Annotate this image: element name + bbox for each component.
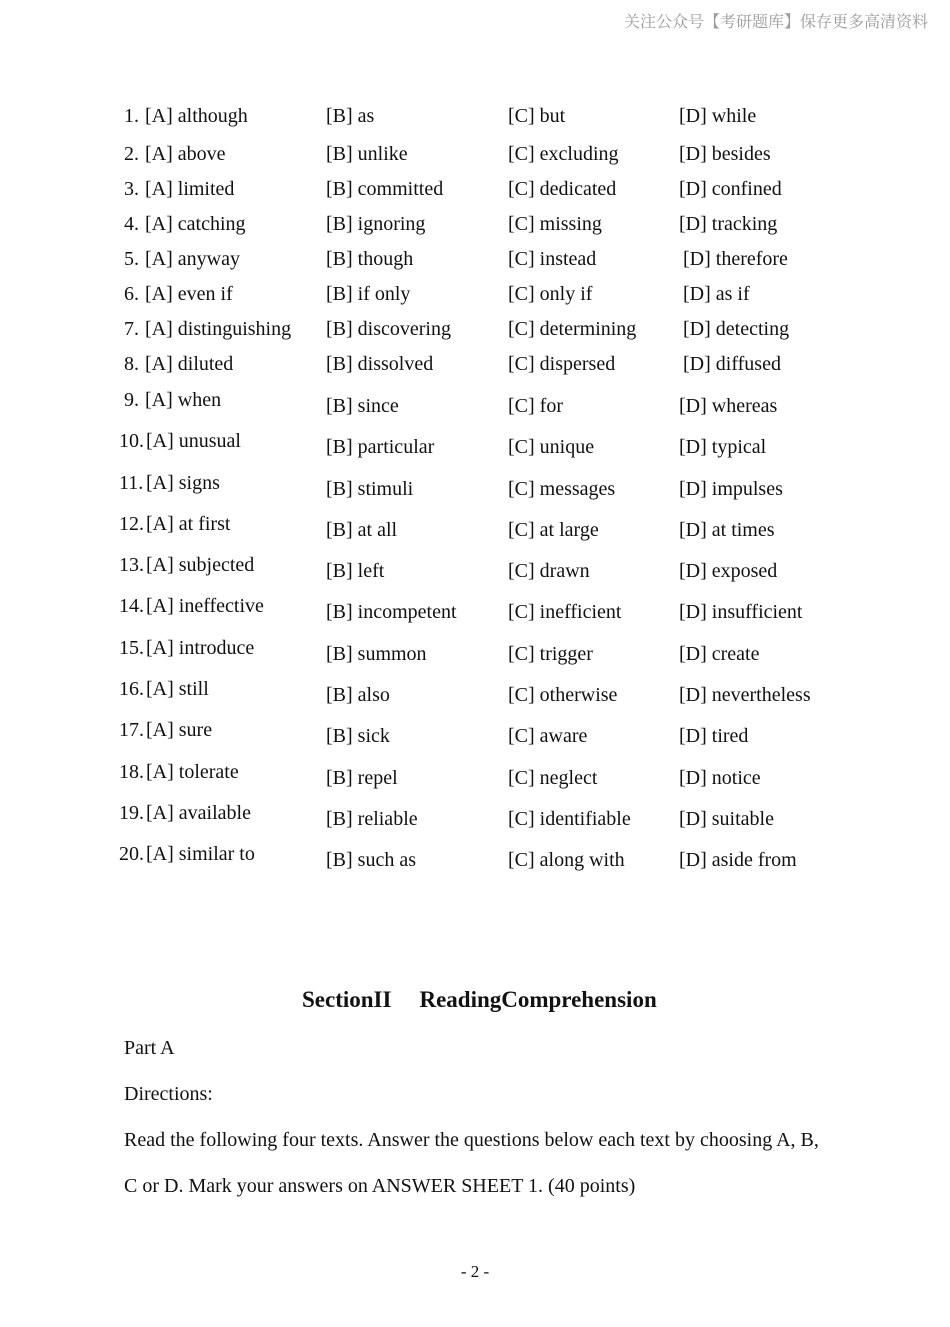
option-a: [A] signs: [146, 472, 220, 494]
question-number: 9.: [124, 389, 139, 411]
option-b: [B] left: [326, 560, 385, 582]
option-b: [B] unlike: [326, 143, 408, 165]
option-a: [A] introduce: [146, 637, 255, 659]
option-a: [A] although: [145, 105, 248, 127]
option-c: [C] excluding: [508, 143, 619, 165]
option-a: [A] at first: [146, 513, 231, 535]
option-d: [D] besides: [679, 143, 771, 165]
option-b: [B] committed: [326, 178, 444, 200]
option-c: [C] only if: [508, 283, 593, 305]
option-b: [B] dissolved: [326, 353, 434, 375]
option-a: [A] tolerate: [146, 761, 239, 783]
option-b: [B] reliable: [326, 808, 418, 830]
option-c: [C] for: [508, 395, 563, 417]
option-a: [A] sure: [146, 719, 213, 741]
directions-line-2: C or D. Mark your answers on ANSWER SHEET 1. (40 points): [124, 1175, 636, 1197]
section-title: ReadingComprehension: [419, 987, 657, 1012]
option-d: [D] impulses: [679, 478, 783, 500]
question-number: 10.: [119, 430, 144, 452]
option-c: [C] identifiable: [508, 808, 631, 830]
question-number: 5.: [124, 248, 139, 270]
directions-line-1: Read the following four texts. Answer the questions below each text by choosing A, B,: [124, 1129, 819, 1151]
option-d: [D] confined: [679, 178, 782, 200]
option-d: [D] typical: [679, 436, 767, 458]
option-d: [D] insufficient: [679, 601, 803, 623]
question-number: 8.: [124, 353, 139, 375]
option-d: [D] tired: [679, 725, 749, 747]
option-b: [B] as: [326, 105, 375, 127]
option-c: [C] aware: [508, 725, 588, 747]
option-d: [D] as if: [683, 283, 750, 305]
question-number: 15.: [119, 637, 144, 659]
option-a: [A] above: [145, 143, 226, 165]
option-d: [D] exposed: [679, 560, 778, 582]
question-number: 18.: [119, 761, 144, 783]
watermark: 关注公众号【考研题库】保存更多高清资料: [623, 12, 928, 31]
question-number: 4.: [124, 213, 139, 235]
option-d: [D] nevertheless: [679, 684, 811, 706]
option-a: [A] subjected: [146, 554, 255, 576]
option-c: [C] but: [508, 105, 566, 127]
option-a: [A] limited: [145, 178, 235, 200]
question-number: 12.: [119, 513, 144, 535]
option-d: [D] create: [679, 643, 760, 665]
option-d: [D] at times: [679, 519, 775, 541]
option-b: [B] ignoring: [326, 213, 426, 235]
option-d: [D] tracking: [679, 213, 778, 235]
option-b: [B] if only: [326, 283, 411, 305]
option-a: [A] unusual: [146, 430, 241, 452]
question-number: 7.: [124, 318, 139, 340]
directions-label: Directions:: [124, 1083, 213, 1105]
option-a: [A] catching: [145, 213, 246, 235]
option-d: [D] while: [679, 105, 757, 127]
option-d: [D] suitable: [679, 808, 774, 830]
option-a: [A] anyway: [145, 248, 240, 270]
option-c: [C] neglect: [508, 767, 598, 789]
option-c: [C] at large: [508, 519, 599, 541]
part-label: Part A: [124, 1037, 175, 1059]
option-b: [B] though: [326, 248, 414, 270]
option-d: [D] detecting: [683, 318, 790, 340]
section-heading: [302, 987, 657, 1013]
question-number: 13.: [119, 554, 144, 576]
option-c: [C] dispersed: [508, 353, 616, 375]
option-a: [A] even if: [145, 283, 233, 305]
question-number: 2.: [124, 143, 139, 165]
option-b: [B] since: [326, 395, 399, 417]
option-d: [D] notice: [679, 767, 761, 789]
question-number: 17.: [119, 719, 144, 741]
option-c: [C] instead: [508, 248, 597, 270]
question-number: 19.: [119, 802, 144, 824]
question-number: 14.: [119, 595, 144, 617]
option-c: [C] drawn: [508, 560, 590, 582]
option-c: [C] inefficient: [508, 601, 622, 623]
option-a: [A] when: [145, 389, 222, 411]
option-c: [C] missing: [508, 213, 602, 235]
option-a: [A] diluted: [145, 353, 234, 375]
question-number: 16.: [119, 678, 144, 700]
section-label: SectionII: [302, 987, 392, 1012]
question-number: 3.: [124, 178, 139, 200]
option-b: [B] summon: [326, 643, 427, 665]
option-b: [B] also: [326, 684, 390, 706]
option-b: [B] incompetent: [326, 601, 457, 623]
option-b: [B] at all: [326, 519, 398, 541]
option-b: [B] sick: [326, 725, 390, 747]
question-number: 6.: [124, 283, 139, 305]
option-a: [A] distinguishing: [145, 318, 292, 340]
option-b: [B] repel: [326, 767, 398, 789]
option-a: [A] ineffective: [146, 595, 264, 617]
option-c: [C] unique: [508, 436, 595, 458]
option-b: [B] such as: [326, 849, 416, 871]
option-a: [A] available: [146, 802, 251, 824]
option-c: [C] trigger: [508, 643, 593, 665]
option-c: [C] messages: [508, 478, 616, 500]
option-b: [B] stimuli: [326, 478, 414, 500]
option-c: [C] determining: [508, 318, 637, 340]
page-number: - 2 -: [460, 1262, 490, 1281]
option-c: [C] dedicated: [508, 178, 617, 200]
option-d: [D] whereas: [679, 395, 778, 417]
option-d: [D] therefore: [683, 248, 788, 270]
option-c: [C] otherwise: [508, 684, 618, 706]
option-a: [A] similar to: [146, 843, 255, 865]
option-a: [A] still: [146, 678, 209, 700]
option-d: [D] aside from: [679, 849, 797, 871]
option-b: [B] particular: [326, 436, 435, 458]
option-c: [C] along with: [508, 849, 625, 871]
question-number: 20.: [119, 843, 144, 865]
option-b: [B] discovering: [326, 318, 451, 340]
question-number: 1.: [124, 105, 139, 127]
question-number: 11.: [119, 472, 144, 494]
option-d: [D] diffused: [683, 353, 781, 375]
